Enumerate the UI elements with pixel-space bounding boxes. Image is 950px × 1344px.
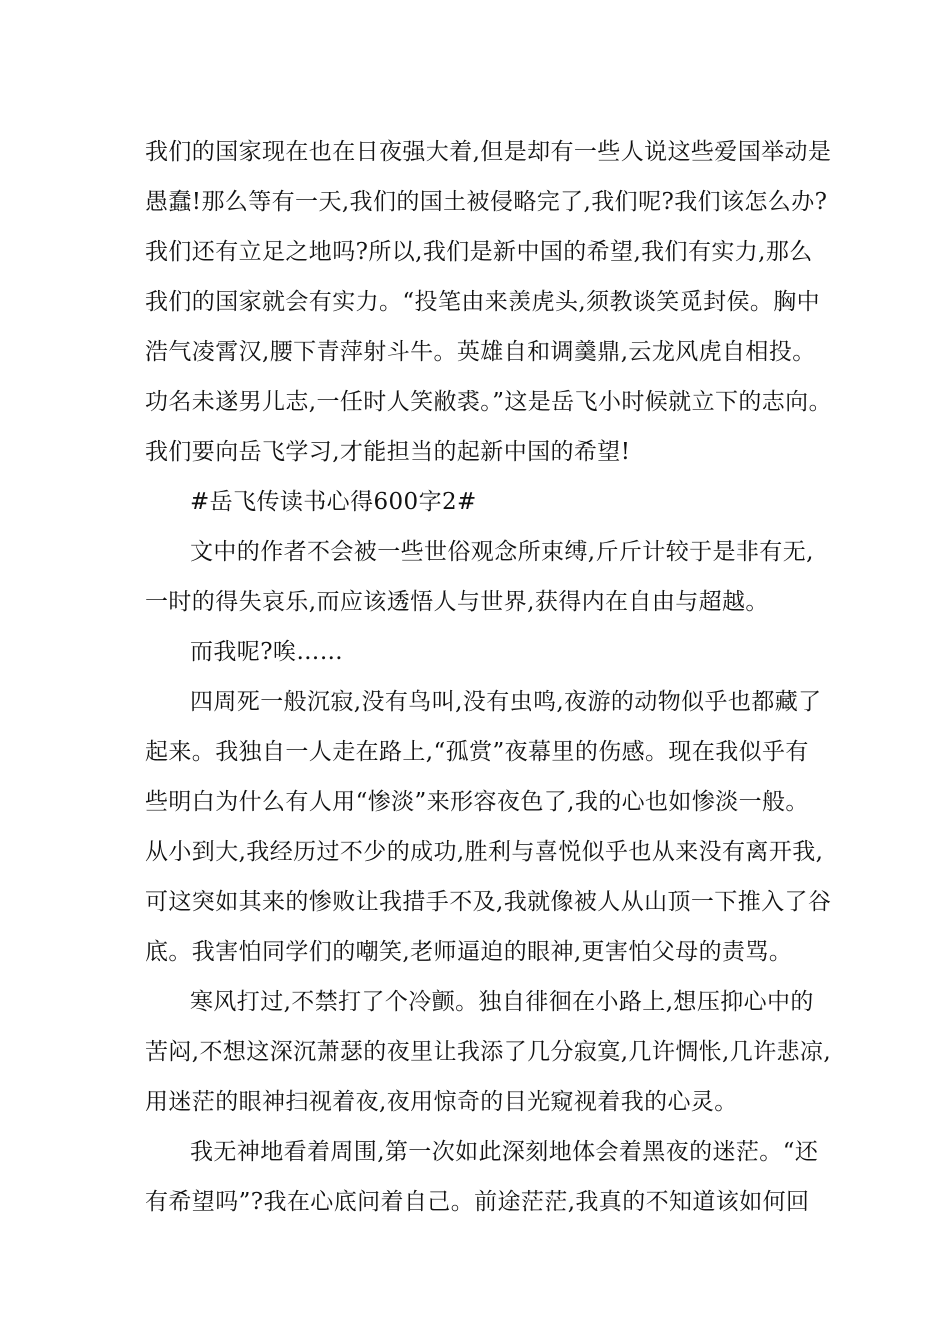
- text-line: 有希望吗”?我在心底问着自己。前途茫茫,我真的不知道该如何回: [145, 1189, 810, 1215]
- text-line: 浩气凌霄汉,腰下青萍射斗牛。英雄自和调羹鼎,云龙风虎自相投。: [145, 339, 816, 365]
- text-line: 寒风打过,不禁打了个冷颤。独自徘徊在小路上,想压抑心中的: [190, 989, 814, 1015]
- text-line: 四周死一般沉寂,没有鸟叫,没有虫鸣,夜游的动物似乎也都藏了: [190, 689, 822, 715]
- section-heading: #岳飞传读书心得600字2#: [190, 489, 477, 515]
- text-line: 用迷茫的眼神扫视着夜,夜用惊奇的目光窥视着我的心灵。: [145, 1089, 738, 1115]
- text-line: 起来。我独自一人走在路上,“孤赏”夜幕里的伤感。现在我似乎有: [145, 739, 809, 765]
- text-line: 我们的国家就会有实力。“投笔由来羡虎头,须教谈笑觅封侯。胸中: [145, 289, 821, 315]
- text-line: 而我呢?唉……: [190, 639, 344, 665]
- text-line: 可这突如其来的惨败让我措手不及,我就像被人从山顶一下推入了谷: [145, 889, 832, 915]
- text-line: 我们还有立足之地吗?所以,我们是新中国的希望,我们有实力,那么: [145, 239, 813, 265]
- text-line: 从小到大,我经历过不少的成功,胜利与喜悦似乎也从来没有离开我,: [145, 839, 824, 865]
- text-line: 我无神地看着周围,第一次如此深刻地体会着黑夜的迷茫。“还: [190, 1139, 819, 1165]
- text-line: 功名未遂男儿志,一任时人笑敝裘。”这是岳飞小时候就立下的志向。: [145, 389, 832, 415]
- text-line: 苦闷,不想这深沉萧瑟的夜里让我添了几分寂寞,几许惆怅,几许悲凉,: [145, 1039, 832, 1065]
- text-line: 些明白为什么有人用“惨淡”来形容夜色了,我的心也如惨淡一般。: [145, 789, 809, 815]
- text-line: 我们要向岳飞学习,才能担当的起新中国的希望!: [145, 439, 631, 465]
- text-line: 一时的得失哀乐,而应该透悟人与世界,获得内在自由与超越。: [145, 589, 769, 615]
- text-line: 底。我害怕同学们的嘲笑,老师逼迫的眼神,更害怕父母的责骂。: [145, 939, 793, 965]
- text-line: 愚蠢!那么等有一天,我们的国土被侵略完了,我们呢?我们该怎么办?: [145, 189, 828, 215]
- text-line: 文中的作者不会被一些世俗观念所束缚,斤斤计较于是非有无,: [190, 539, 814, 565]
- text-line: 我们的国家现在也在日夜强大着,但是却有一些人说这些爱国举动是: [145, 139, 832, 165]
